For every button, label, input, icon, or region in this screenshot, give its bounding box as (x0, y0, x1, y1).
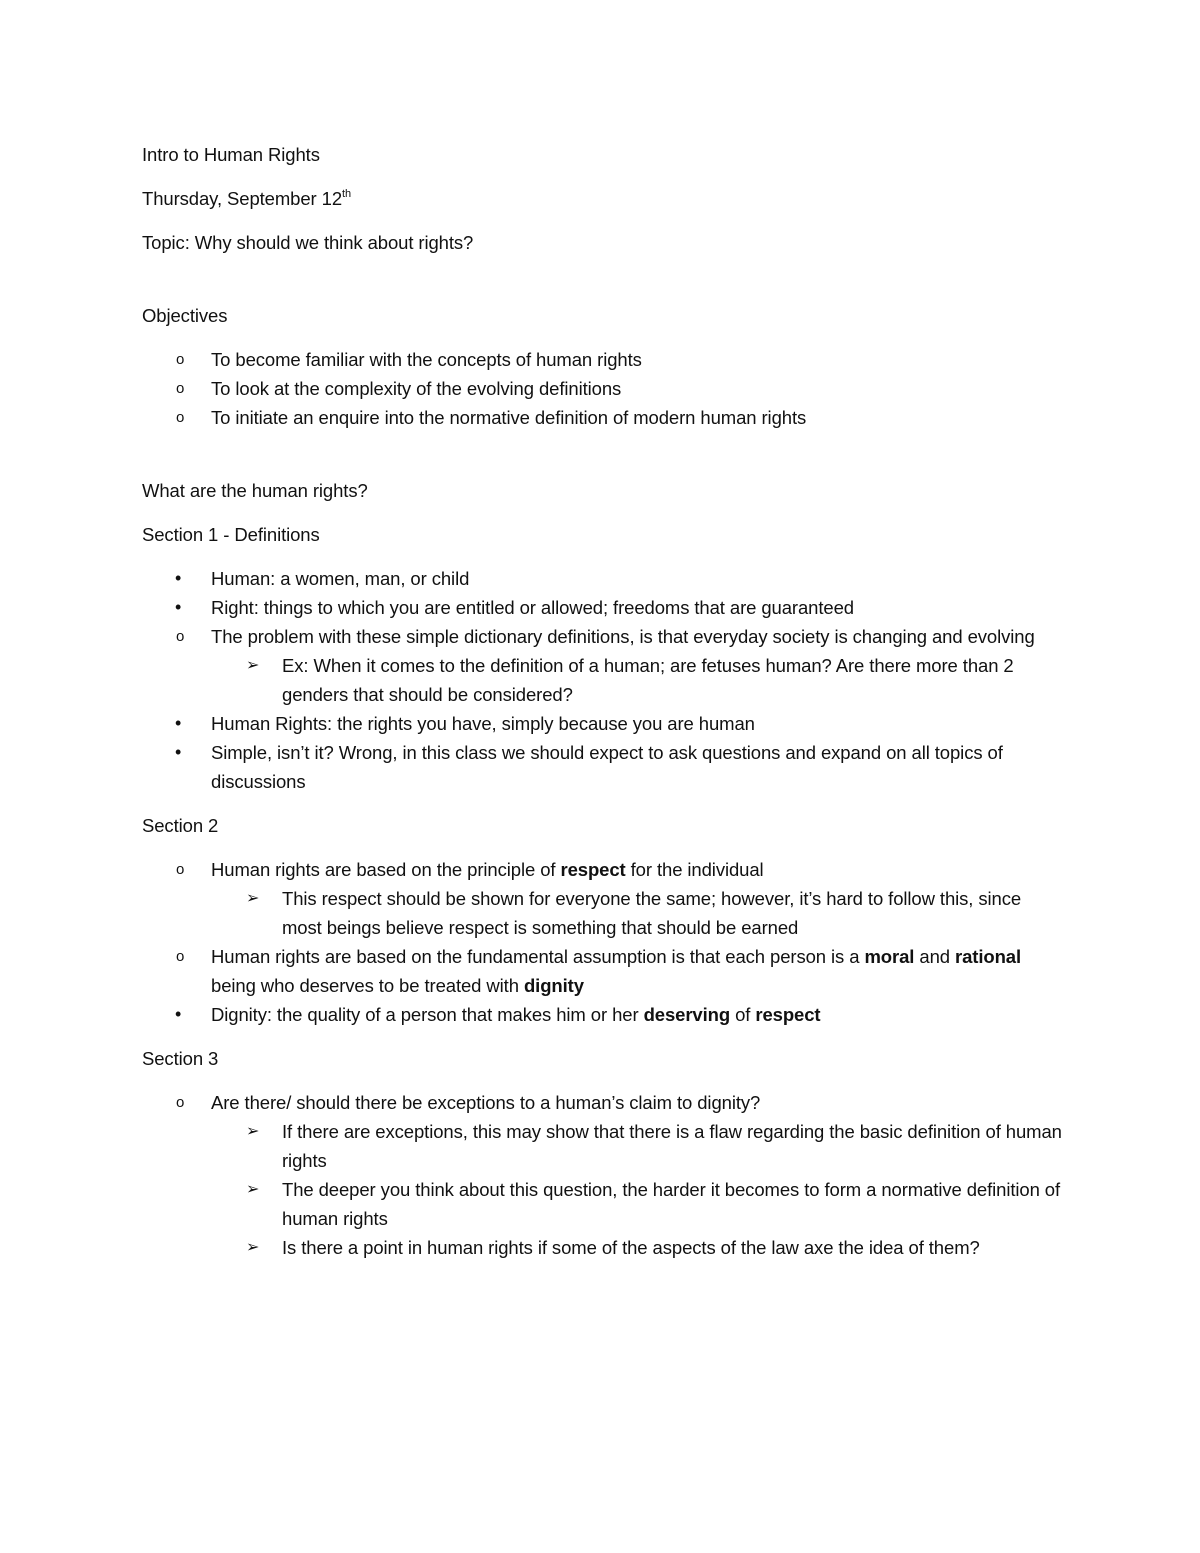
list-item: • Simple, isn’t it? Wrong, in this class we should expect to ask questions and expand on all topics of discussions (142, 738, 1062, 796)
section1-heading: Section 1 - Definitions (142, 524, 320, 545)
section1-list (142, 564, 1062, 796)
section2-heading: Section 2 (142, 815, 219, 836)
objectives-list (142, 345, 1062, 432)
section2-list (142, 855, 1062, 1029)
hollow-bullet-icon: o (176, 861, 185, 878)
section3-heading: Section 3 (142, 1048, 219, 1069)
emphasis-moral: moral (864, 946, 915, 967)
sub-list-item: ➢ The deeper you think about this question, the harder it becomes to form a normative definition of human rights (142, 1175, 1062, 1233)
list-item: o To initiate an enquire into the normative definition of modern human rights (142, 403, 1062, 432)
main-question: What are the human rights? (142, 480, 368, 501)
list-item: o Are there/ should there be exceptions to a human’s claim to dignity? (142, 1088, 1062, 1117)
list-item: o The problem with these simple dictionary definitions, is that everyday society is changing and evolving (142, 622, 1062, 651)
arrow-bullet-icon: ➢ (246, 1239, 260, 1256)
filled-bullet-icon: • (175, 742, 182, 762)
emphasis-respect: respect (755, 1004, 821, 1025)
list-item: • Dignity: the quality of a person that makes him or her deserving of respect (142, 1000, 1062, 1029)
list-item: • Human Rights: the rights you have, simply because you are human (142, 709, 1062, 738)
emphasis-rational: rational (955, 946, 1022, 967)
list-item: • Right: things to which you are entitled or allowed; freedoms that are guaranteed (142, 593, 1062, 622)
sub-list-item: ➢ If there are exceptions, this may show that there is a flaw regarding the basic definition of human rights (142, 1117, 1062, 1175)
blank-line (142, 272, 1062, 301)
hollow-bullet-icon: o (176, 948, 185, 965)
sub-list-item: ➢ Is there a point in human rights if some of the aspects of the law axe the idea of them? (142, 1233, 1062, 1262)
list-item: o Human rights are based on the principle of respect for the individual (142, 855, 1062, 884)
filled-bullet-icon: • (175, 597, 182, 617)
document-body (142, 140, 1062, 1277)
objectives-heading: Objectives (142, 305, 228, 326)
list-item: o Human rights are based on the fundamental assumption is that each person is a moral and rational being who deserves to be treated with dignity (142, 942, 1062, 1000)
hollow-bullet-icon: o (176, 351, 185, 368)
hollow-bullet-icon: o (176, 409, 185, 426)
blank-line (142, 447, 1062, 476)
arrow-bullet-icon: ➢ (246, 1123, 260, 1140)
list-item: o To become familiar with the concepts of human rights (142, 345, 1062, 374)
filled-bullet-icon: • (175, 568, 182, 588)
sub-list-item: ➢ Ex: When it comes to the definition of a human; are fetuses human? Are there more than 2 genders that should be considered? (142, 651, 1062, 709)
emphasis-respect: respect (560, 859, 626, 880)
arrow-bullet-icon: ➢ (246, 657, 260, 674)
filled-bullet-icon: • (175, 1004, 182, 1024)
list-item: o To look at the complexity of the evolving definitions (142, 374, 1062, 403)
arrow-bullet-icon: ➢ (246, 1181, 260, 1198)
sub-list-item: ➢ This respect should be shown for everyone the same; however, it’s hard to follow this, since most beings believe respect is something that should be earned (142, 884, 1062, 942)
list-item: • Human: a women, man, or child (142, 564, 1062, 593)
emphasis-deserving: deserving (643, 1004, 731, 1025)
lecture-topic: Topic: Why should we think about rights? (142, 232, 474, 253)
lecture-date (142, 184, 1062, 213)
emphasis-dignity: dignity (523, 975, 584, 996)
arrow-bullet-icon: ➢ (246, 890, 260, 907)
section3-list (142, 1088, 1062, 1262)
hollow-bullet-icon: o (176, 1094, 185, 1111)
date-text: Thursday, September 12 (142, 188, 343, 209)
hollow-bullet-icon: o (176, 628, 185, 645)
filled-bullet-icon: • (175, 713, 182, 733)
hollow-bullet-icon: o (176, 380, 185, 397)
course-title: Intro to Human Rights (142, 144, 320, 165)
date-suffix: th (342, 187, 352, 200)
